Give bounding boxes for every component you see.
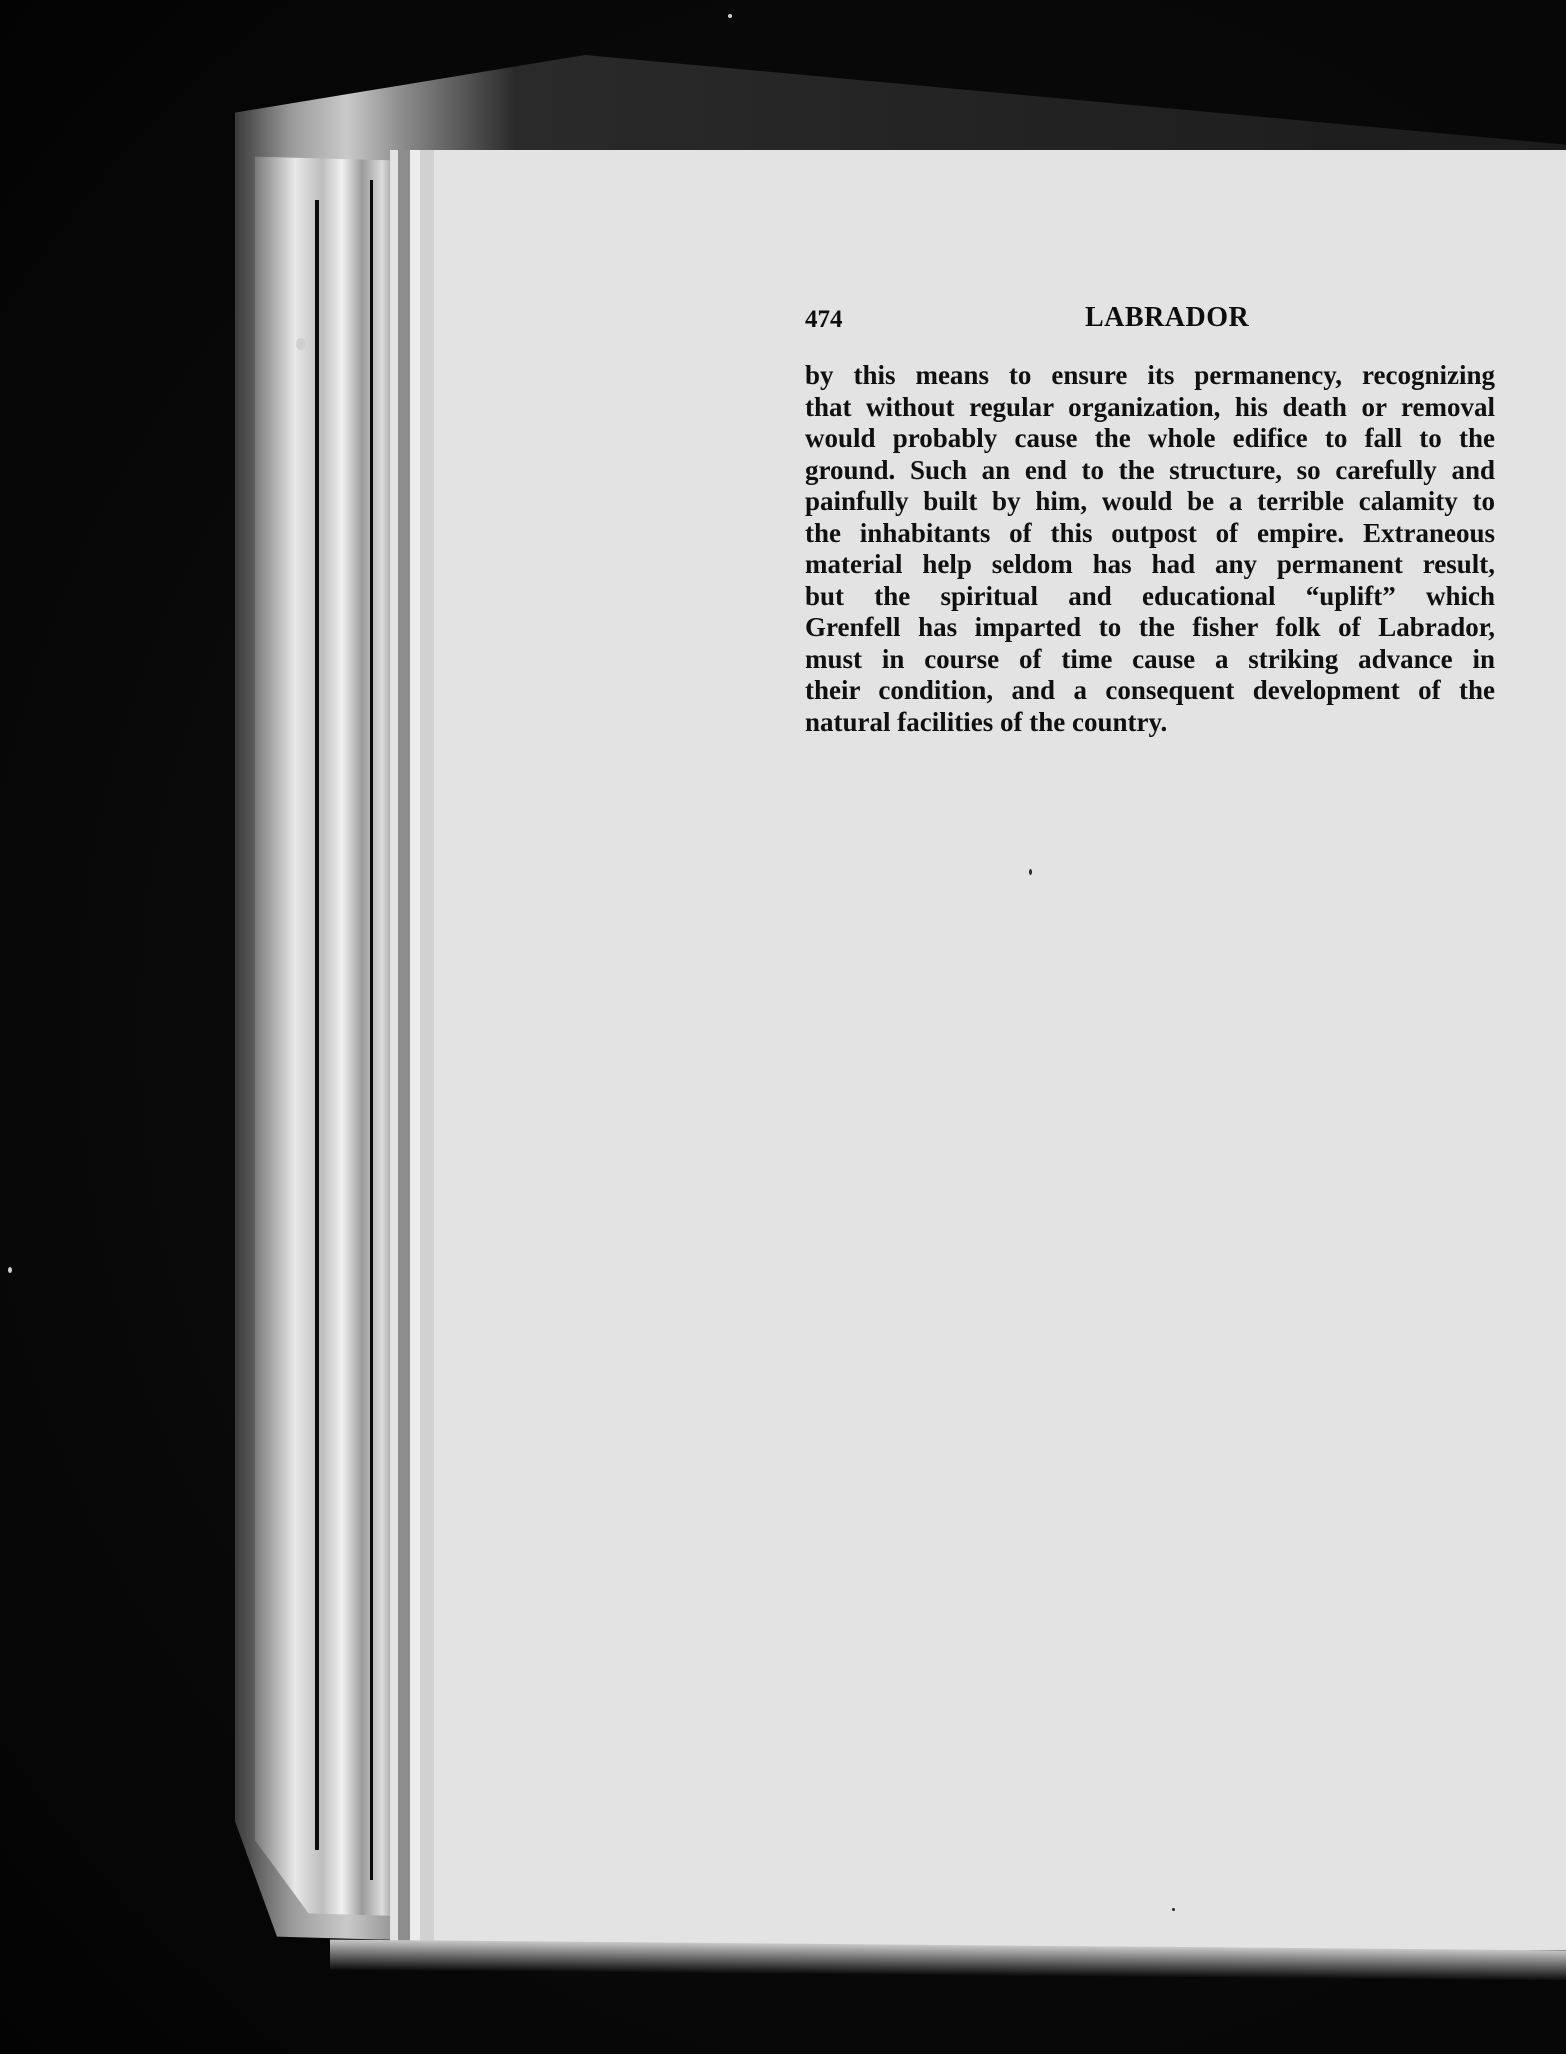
text-line: but the spiritual and educational “uplift” which xyxy=(805,580,1495,611)
body-text xyxy=(805,360,1495,738)
text-line: painfully built by him, would be a terrible calamity to xyxy=(805,486,1495,516)
page-number: 474 xyxy=(805,306,843,333)
text-line: their condition, and a consequent development of the xyxy=(805,675,1495,705)
text-line: would probably cause the whole edifice to fall to the xyxy=(805,423,1495,453)
dust-speck xyxy=(1172,1908,1175,1911)
text-line: Grenfell has imparted to the fisher folk of Labrador, xyxy=(805,612,1495,642)
text-line: must in course of time cause a striking advance in xyxy=(805,643,1495,674)
text-line: natural facilities of the country. xyxy=(805,706,1168,737)
dust-speck xyxy=(1029,869,1032,875)
text-line: material help seldom has had any permanent result, xyxy=(805,549,1495,579)
text-line: the inhabitants of this outpost of empire. Extraneous xyxy=(805,517,1495,548)
running-head xyxy=(805,300,1525,340)
dust-speck xyxy=(8,1267,12,1273)
dust-speck xyxy=(296,338,306,350)
dust-speck xyxy=(728,14,732,18)
running-title: LABRADOR xyxy=(1085,302,1250,333)
text-line: by this means to ensure its permanency, recognizing xyxy=(805,360,1495,390)
text-line: ground. Such an end to the structure, so carefully and xyxy=(805,454,1495,485)
text-line: that without regular organization, his death or removal xyxy=(805,391,1495,422)
